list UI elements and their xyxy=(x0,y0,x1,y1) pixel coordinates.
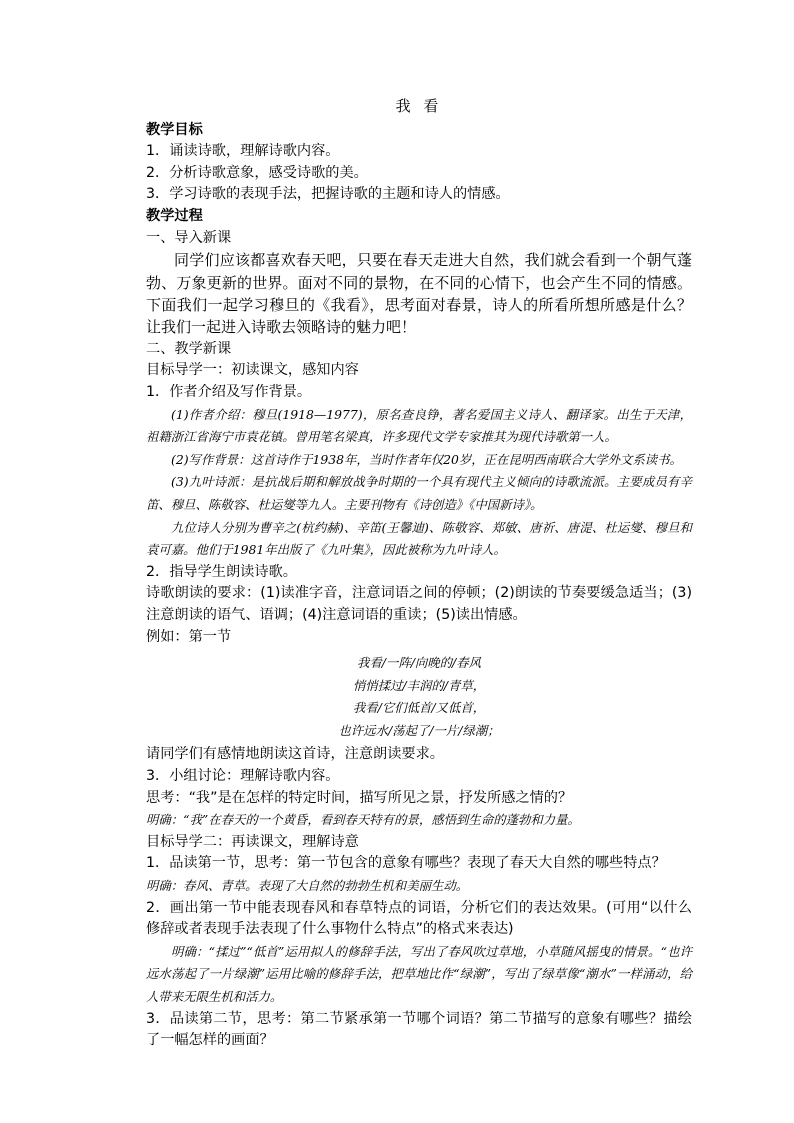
reading-prompt: 请同学们有感情地朗读这首诗，注意朗读要求。 xyxy=(146,746,444,763)
answer: 明确：“我”在春天的一个黄昏，看到春天特有的景，感悟到生命的蓬勃和力量。 xyxy=(146,812,580,828)
answer: 明确：春风、青草。表现了大自然的勃勃生机和美丽生动。 xyxy=(146,878,469,894)
goal-item: 1．诵读诗歌，理解诗歌内容。 xyxy=(146,143,340,160)
background-note: (2)写作背景：这首诗作于1938年，当时作者年仅20岁，正在昆明西南联合大学外文系读书。 xyxy=(171,451,682,467)
intro-paragraph: 同学们应该都喜欢春天吧，只要在春天走进大自然，我们就会看到一个朝气蓬勃、万象更新的世界。面对不同的景物，在不同的心情下，也会产生不同的情感。下面我们一起学习穆旦的《我看》，思考面对春景，诗人的所看所想所感是什么？让我们一起进入诗歌去领略诗的魅力吧！ xyxy=(146,251,692,337)
question: 3．品读第二节，思考：第二节紧承第一节哪个词语？第二节描写的意象有哪些？描绘了一幅怎样的画面？ xyxy=(146,1010,692,1049)
goal-item: 2．分析诗歌意象，感受诗歌的美。 xyxy=(146,164,368,181)
document-page xyxy=(146,96,692,1052)
process-heading: 教学过程 xyxy=(146,207,203,224)
step-heading: 2．指导学生朗读诗歌。 xyxy=(146,563,297,580)
reading-requirements: 诗歌朗读的要求：(1)读准字音，注意词语之间的停顿；(2)朗读的节奏要缓急适当；(3)注意朗读的语气、语调；(4)注意词语的重读；(5)读出情感。 xyxy=(146,585,692,623)
page-title: 我 看 xyxy=(395,97,443,115)
goal-guide: 目标导学二：再读课文，理解诗意 xyxy=(146,833,359,850)
verse-line: 也许远水/荡起了/一片/绿潮； xyxy=(338,722,500,738)
question: 思考：“我”是在怎样的特定时间，描写所见之景，抒发所感之情的？ xyxy=(146,789,573,806)
section-heading: 一、导入新课 xyxy=(146,229,232,246)
question: 2．画出第一节中能表现春风和春草特点的词语，分析它们的表达效果。(可用“以什么修辞或者表现手法表现了什么事物什么特点”的格式来表达) xyxy=(146,899,692,938)
goal-item: 3．学习诗歌的表现手法，把握诗歌的主题和诗人的情感。 xyxy=(146,186,510,203)
school-note: (3)九叶诗派：是抗战后期和解放战争时期的一个具有现代主义倾向的诗歌流派。主要成员有辛笛、穆旦、陈敬容、杜运燮等九人。主要刊物有《诗创造》《中国新诗》。 xyxy=(146,474,692,512)
author-note: (1)作者介绍：穆旦(1918—1977)，原名查良铮，著名爱国主义诗人、翻译家。出生于天津，祖籍浙江省海宁市袁花镇。曾用笔名梁真，许多现代文学专家推其为现代诗歌第一人。 xyxy=(146,406,692,445)
verse-line: 我看/一阵/向晚的/春风 xyxy=(356,655,482,671)
poem-excerpt xyxy=(146,652,692,742)
verse-line: 悄悄揉过/丰润的/青草， xyxy=(352,677,486,693)
step-heading: 1．作者介绍及写作背景。 xyxy=(146,383,312,400)
goal-guide: 目标导学一：初读课文，感知内容 xyxy=(146,362,359,379)
example-label: 例如：第一节 xyxy=(146,628,232,645)
goals-heading: 教学目标 xyxy=(146,121,203,138)
question: 1．品读第一节，思考：第一节包含的意象有哪些？表现了春天大自然的哪些特点？ xyxy=(146,855,666,872)
poets-note: 九位诗人分别为曹辛之(杭约赫)、辛笛(王馨迪)、陈敬容、郑敏、唐祈、唐湜、杜运燮、穆旦和袁可嘉。他们于1981年出版了《九叶集》，因此被称为九叶诗人。 xyxy=(146,519,692,558)
verse-line: 我看/它们低首/又低首， xyxy=(352,700,486,716)
answer: 明确：“揉过”“低首”运用拟人的修辞手法，写出了春风吹过草地，小草随风摇曳的情景。“也许远水荡起了一片绿潮”运用比喻的修辞手法，把草地比作“绿潮”，写出了绿草像“潮水”一样涌动，给人带来无限生机和活力。 xyxy=(146,943,692,1004)
section-heading: 二、教学新课 xyxy=(146,340,232,357)
step-heading: 3．小组讨论：理解诗歌内容。 xyxy=(146,768,340,785)
